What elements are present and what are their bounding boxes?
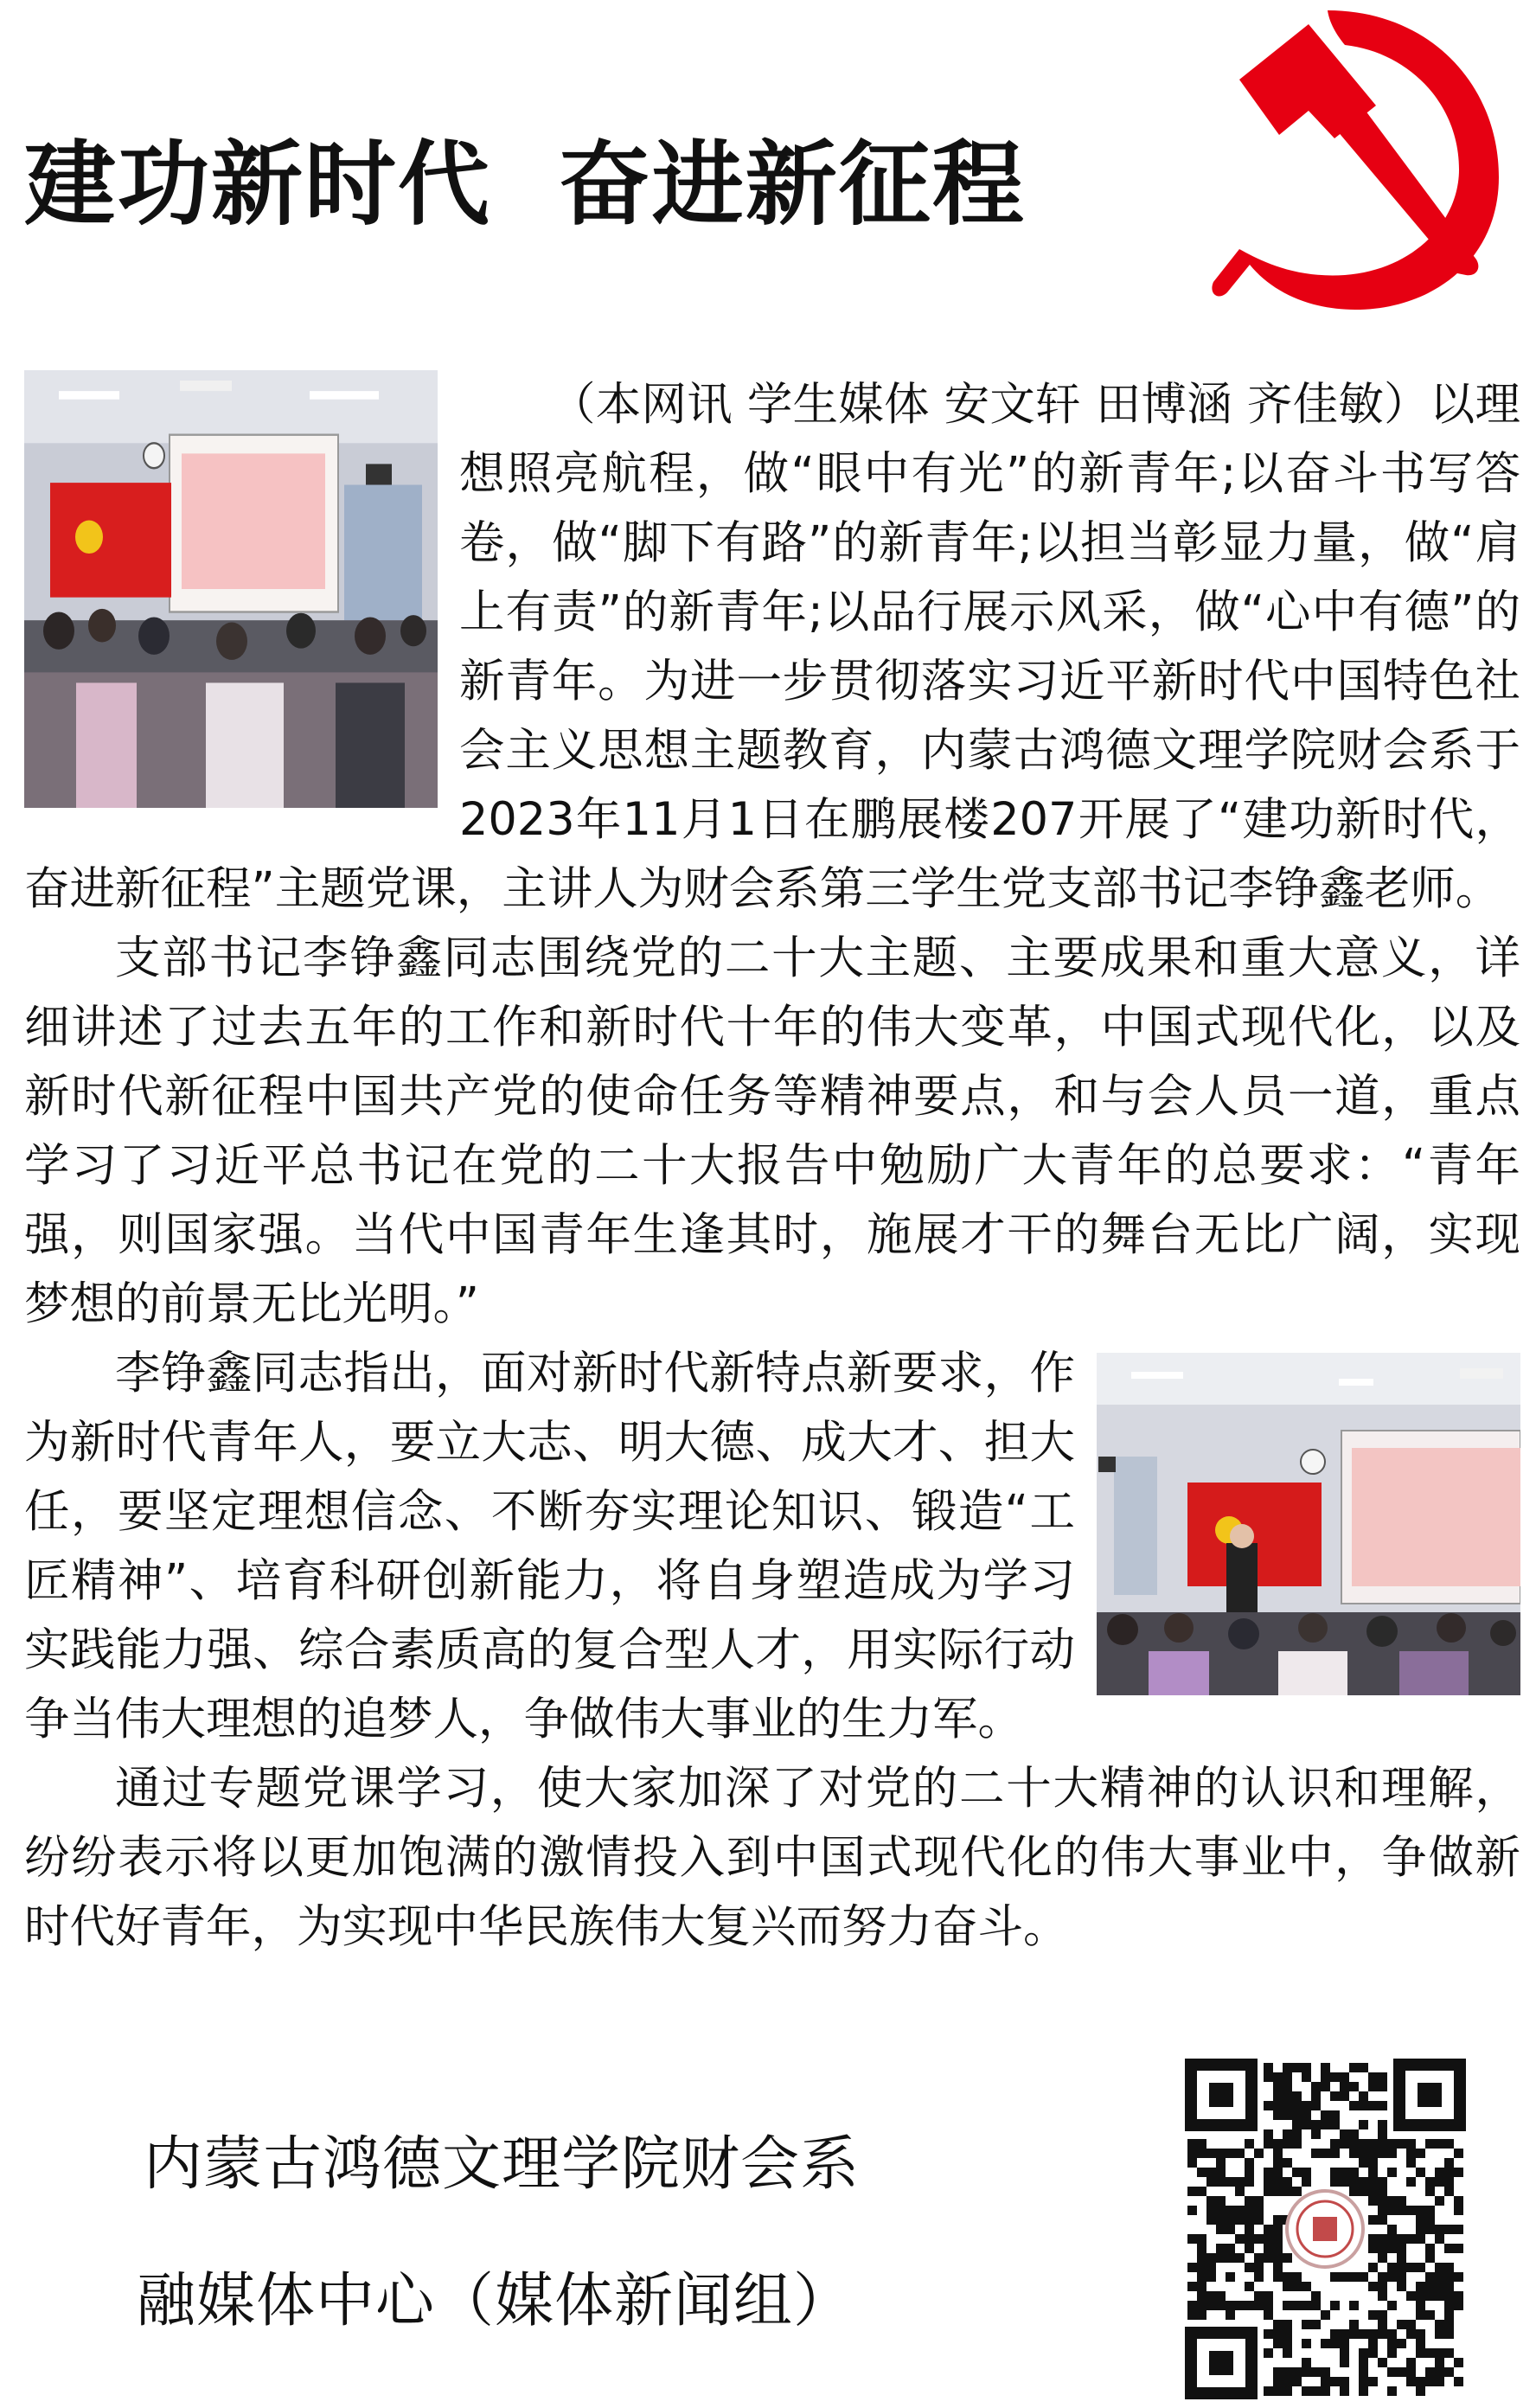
footer-department: 内蒙古鸿德文理学院财会系 xyxy=(144,2130,861,2199)
lecture-photo-1 xyxy=(24,370,438,808)
article-body xyxy=(24,370,1520,1962)
article-paragraph-4: 通过专题党课学习，使大家加深了对党的二十大精神的认识和理解，纷纷表示将以更加饱满的激情投入到中国式现代化的伟大事业中，争做新时代好青年，为实现中华民族伟大复兴而努力奋斗。 xyxy=(24,1762,1520,1953)
lecture-photo-2 xyxy=(1097,1353,1520,1695)
hammer-sickle-icon xyxy=(1206,0,1509,324)
page-title: 建功新时代 奋进新征程 xyxy=(24,131,1026,238)
article-paragraph-2: 支部书记李铮鑫同志围绕党的二十大主题、主要成果和重大意义，详细讲述了过去五年的工作和新时代十年的伟大变革，中国式现代化，以及新时代新征程中国共产党的使命任务等精神要点，和与会人员一道，重点学习了习近平总书记在党的二十大报告中勉励广大青年的总要求：“青年强，则国家强。当代中国青年生逢其时，施展才干的舞台无比广阔，实现梦想的前景无比光明。” xyxy=(24,932,1520,1330)
qr-code-icon xyxy=(1176,2050,1475,2408)
article-paragraph-1: （本网讯 学生媒体 安文轩 田博涵 齐佳敏）以理想照亮航程，做“眼中有光”的新青年;以奋斗书写答卷，做“脚下有路”的新青年;以担当彰显力量，做“肩上有责”的新青年;以品行展示风采，做“心中有德”的新青年。为进一步贯彻落实习近平新时代中国特色社会主义思想主题教育，内蒙古鸿德文理学院财会系于2023年11月1日在鹏展楼207开展了“建功新时代，奋进新征程”主题党课，主讲人为财会系第三学生党支部书记李铮鑫老师。 xyxy=(24,370,1520,924)
footer-media-center: 融媒体中心（媒体新闻组） xyxy=(137,2267,854,2335)
article-paragraph-3: 李铮鑫同志指出，面对新时代新特点新要求，作为新时代青年人，要立大志、明大德、成大才、担大任，要坚定理想信念、不断夯实理论知识、锻造“工匠精神”、培育科研创新能力，将自身塑造成为学习实践能力强、综合素质高的复合型人才，用实际行动争当伟大理想的追梦人，争做伟大事业的生力军。 xyxy=(24,1339,1520,1754)
